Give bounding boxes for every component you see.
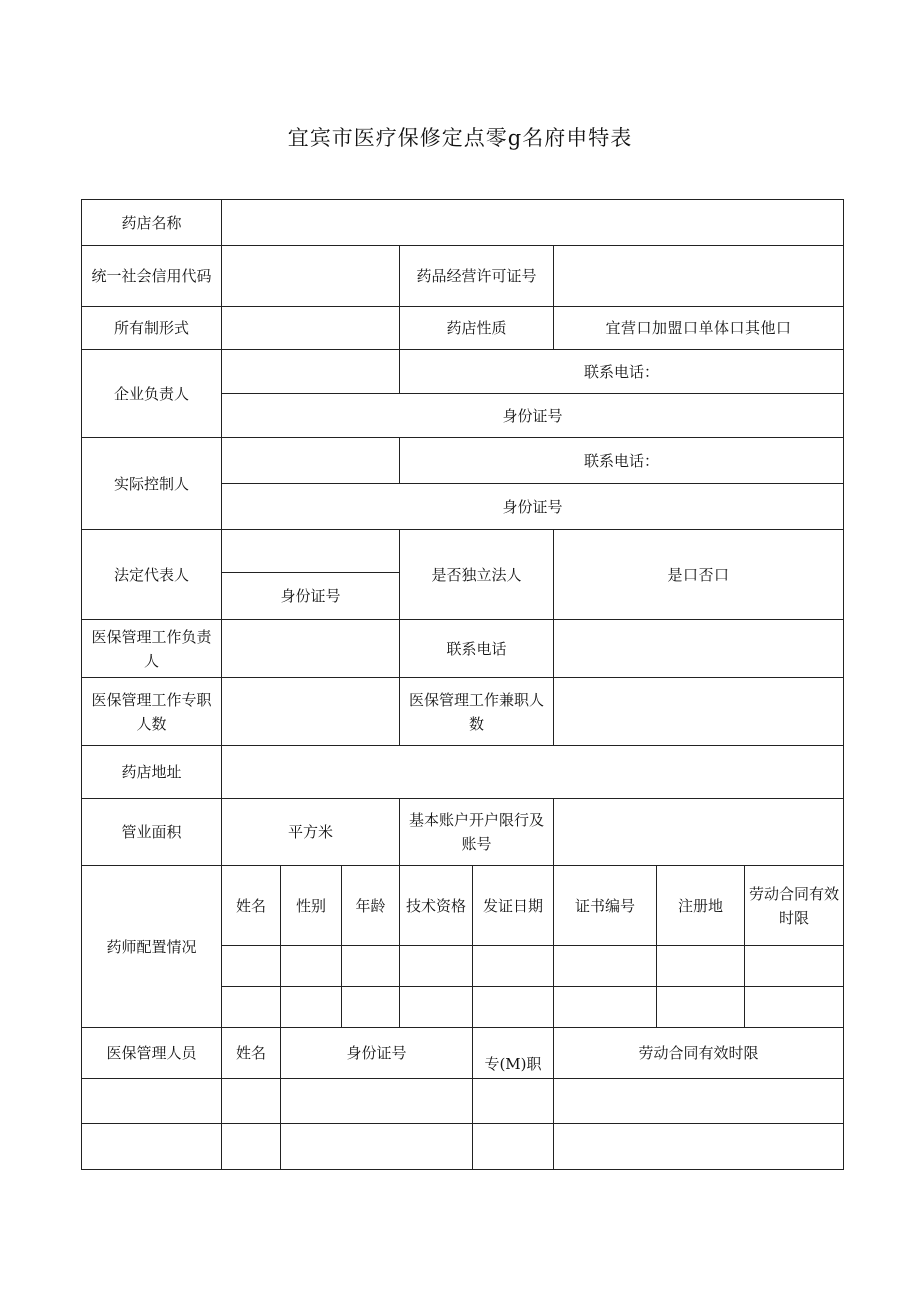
staff-cell[interactable] [473, 1079, 554, 1124]
staff-col-type: 专(M)职 [473, 1028, 554, 1079]
fulltime-count-field[interactable] [222, 678, 400, 746]
pharmacist-col-header: 劳动合同有效时限 [745, 866, 844, 946]
legal-rep-name-field[interactable] [222, 530, 400, 573]
insurance-head-phone-label: 联系电话 [400, 620, 554, 678]
insurance-head-field[interactable] [222, 620, 400, 678]
ownership-field[interactable] [222, 307, 400, 350]
pharmacist-label: 药师配置情况 [82, 866, 222, 1028]
area-label: 管业面积 [82, 799, 222, 866]
actual-controller-phone-label[interactable]: 联系电话： [400, 438, 844, 484]
pharmacist-cell[interactable] [281, 987, 342, 1028]
pharmacist-col-header: 发证日期 [473, 866, 554, 946]
bank-account-label: 基本账户开户限行及账号 [400, 799, 554, 866]
pharmacist-cell[interactable] [400, 987, 473, 1028]
staff-cell[interactable] [473, 1124, 554, 1170]
page-title: 宜宾市医疗保修定点零g名府申特表 [287, 126, 633, 150]
area-field[interactable] [222, 799, 400, 866]
pharmacist-cell[interactable] [473, 946, 554, 987]
legal-rep-id-label[interactable]: 身份证号 [222, 573, 400, 620]
actual-controller-name-field[interactable] [222, 438, 400, 484]
pharmacist-cell[interactable] [554, 987, 657, 1028]
address-field[interactable] [222, 746, 844, 799]
staff-cell[interactable] [82, 1079, 222, 1124]
area-unit: 平方米 [287, 823, 333, 841]
staff-col-id: 身份证号 [281, 1028, 473, 1079]
staff-cell[interactable] [554, 1124, 844, 1170]
drug-license-label: 药品经营许可证号 [400, 246, 554, 307]
credit-code-label: 统一社会信用代码 [82, 246, 222, 307]
staff-col-name: 姓名 [222, 1028, 281, 1079]
insurance-staff-label: 医保管理人员 [82, 1028, 222, 1079]
store-nature-options[interactable]: 宜营口加盟口单体口其他口 [554, 307, 844, 350]
pharmacist-cell[interactable] [222, 987, 281, 1028]
staff-cell[interactable] [222, 1124, 281, 1170]
drug-license-field[interactable] [554, 246, 844, 307]
pharmacist-cell[interactable] [745, 946, 844, 987]
independent-legal-options[interactable]: 是口否口 [554, 530, 844, 620]
table-row [82, 1079, 844, 1124]
store-name-field[interactable] [222, 200, 844, 246]
pharmacist-col-header: 技术资格 [400, 866, 473, 946]
pharmacist-cell[interactable] [473, 987, 554, 1028]
pharmacist-col-header: 证书编号 [554, 866, 657, 946]
staff-cell[interactable] [554, 1079, 844, 1124]
pharmacist-cell[interactable] [657, 987, 745, 1028]
pharmacist-cell[interactable] [400, 946, 473, 987]
insurance-head-phone-field[interactable] [554, 620, 844, 678]
fulltime-count-label: 医保管理工作专职人数 [82, 678, 222, 746]
pharmacist-cell[interactable] [281, 946, 342, 987]
pharmacist-cell[interactable] [657, 946, 745, 987]
store-nature-label: 药店性质 [400, 307, 554, 350]
store-name-label: 药店名称 [82, 200, 222, 246]
bank-account-field[interactable] [554, 799, 844, 866]
application-form-table [81, 199, 844, 1170]
independent-legal-label: 是否独立法人 [400, 530, 554, 620]
enterprise-head-phone-label[interactable]: 联系电话： [400, 350, 844, 394]
staff-cell[interactable] [281, 1124, 473, 1170]
enterprise-head-id-label[interactable]: 身份证号 [222, 394, 844, 438]
insurance-head-label: 医保管理工作负责人 [82, 620, 222, 678]
table-row [82, 1124, 844, 1170]
actual-controller-label: 实际控制人 [82, 438, 222, 530]
credit-code-field[interactable] [222, 246, 400, 307]
parttime-count-field[interactable] [554, 678, 844, 746]
pharmacist-cell[interactable] [745, 987, 844, 1028]
staff-cell[interactable] [222, 1079, 281, 1124]
address-label: 药店地址 [82, 746, 222, 799]
ownership-label: 所有制形式 [82, 307, 222, 350]
pharmacist-cell[interactable] [554, 946, 657, 987]
staff-cell[interactable] [82, 1124, 222, 1170]
staff-cell[interactable] [281, 1079, 473, 1124]
pharmacist-cell[interactable] [342, 946, 400, 987]
pharmacist-col-header: 姓名 [222, 866, 281, 946]
parttime-count-label: 医保管理工作兼职人数 [400, 678, 554, 746]
enterprise-head-label: 企业负责人 [82, 350, 222, 438]
pharmacist-cell[interactable] [342, 987, 400, 1028]
enterprise-head-name-field[interactable] [222, 350, 400, 394]
legal-rep-label: 法定代表人 [82, 530, 222, 620]
pharmacist-col-header: 年龄 [342, 866, 400, 946]
pharmacist-col-header: 注册地 [657, 866, 745, 946]
actual-controller-id-label[interactable]: 身份证号 [222, 484, 844, 530]
staff-col-contract: 劳动合同有效时限 [554, 1028, 844, 1079]
pharmacist-col-header: 性别 [281, 866, 342, 946]
pharmacist-cell[interactable] [222, 946, 281, 987]
